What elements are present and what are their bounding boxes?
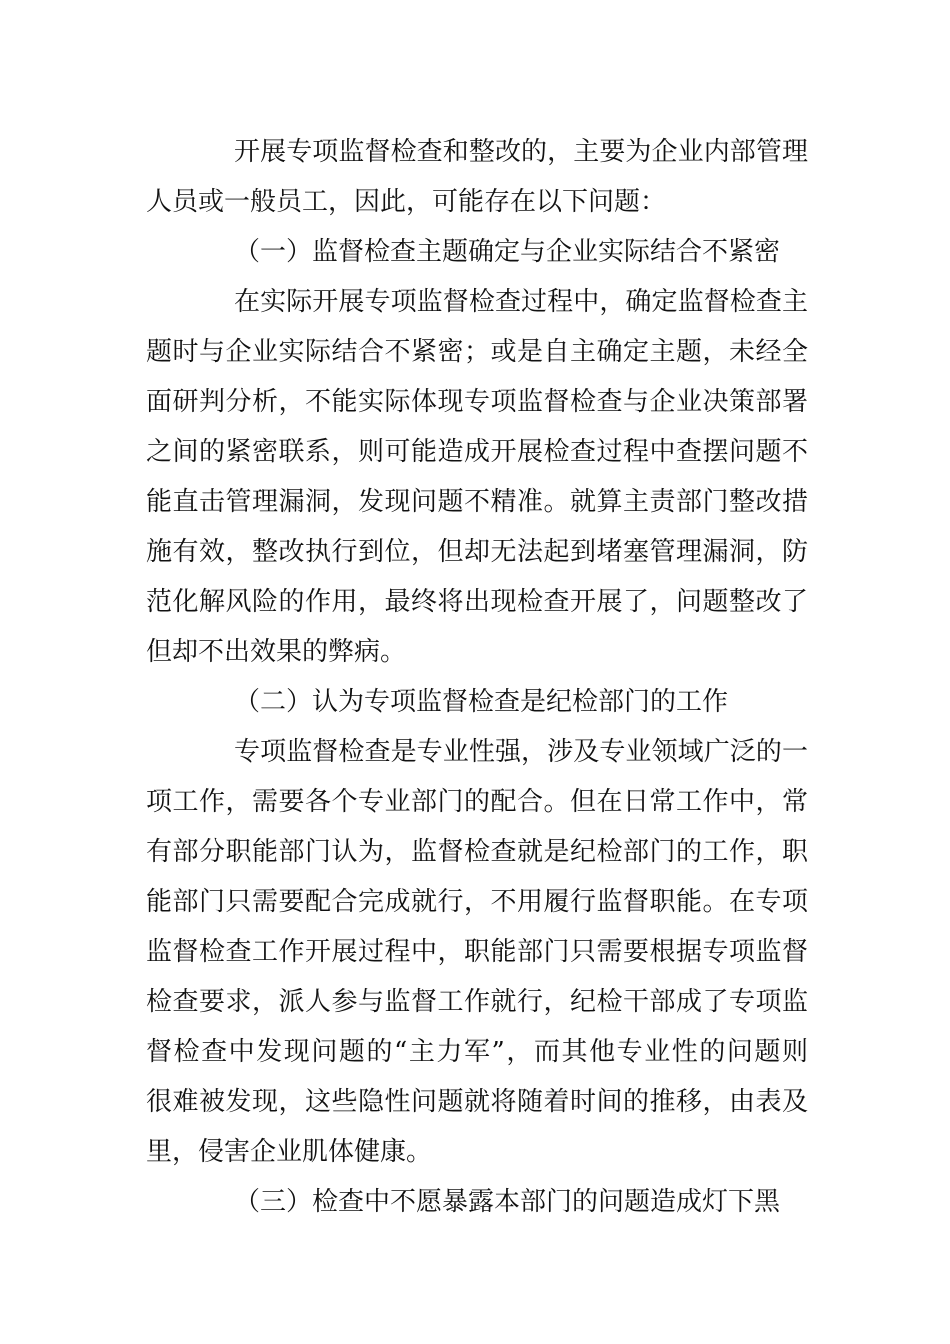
section-heading-3: （三）检查中不愿暴露本部门的问题造成灯下黑 — [234, 1187, 781, 1217]
section-heading-2: （二）认为专项监督检查是纪检部门的工作 — [234, 687, 729, 717]
paragraph-line: 项工作，需要各个专业部门的配合。但在日常工作中，常 — [146, 787, 808, 817]
paragraph-line: 很难被发现，这些隐性问题就将随着时间的推移，由表及 — [146, 1087, 808, 1117]
paragraph-line: 之间的紧密联系，则可能造成开展检查过程中查摆问题不 — [146, 437, 808, 467]
paragraph-line: 在实际开展专项监督检查过程中，确定监督检查主 — [234, 287, 808, 317]
section-heading-1: （一）监督检查主题确定与企业实际结合不紧密 — [234, 237, 781, 267]
paragraph-line: 人员或一般员工，因此，可能存在以下问题： — [146, 187, 667, 217]
paragraph-line: 能直击管理漏洞，发现问题不精准。就算主责部门整改措 — [146, 487, 808, 517]
paragraph-line: 范化解风险的作用，最终将出现检查开展了，问题整改了 — [146, 587, 808, 617]
paragraph-line: 检查要求，派人参与监督工作就行，纪检干部成了专项监 — [146, 987, 808, 1017]
paragraph-line: 开展专项监督检查和整改的，主要为企业内部管理 — [234, 137, 808, 167]
paragraph-line: 督检查中发现问题的“主力军”，而其他专业性的问题则 — [146, 1037, 808, 1067]
paragraph-line: 专项监督检查是专业性强，涉及专业领域广泛的一 — [234, 737, 808, 767]
paragraph-line: 里，侵害企业肌体健康。 — [146, 1137, 433, 1167]
document-page — [146, 127, 808, 1227]
paragraph-line: 监督检查工作开展过程中，职能部门只需要根据专项监督 — [146, 937, 808, 967]
paragraph-line: 题时与企业实际结合不紧密；或是自主确定主题，未经全 — [146, 337, 808, 367]
paragraph-line: 能部门只需要配合完成就行，不用履行监督职能。在专项 — [146, 887, 808, 917]
paragraph-line: 有部分职能部门认为，监督检查就是纪检部门的工作，职 — [146, 837, 808, 867]
paragraph-line: 施有效，整改执行到位，但却无法起到堵塞管理漏洞，防 — [146, 537, 808, 567]
paragraph-line: 但却不出效果的弊病。 — [146, 637, 407, 667]
paragraph-line: 面研判分析，不能实际体现专项监督检查与企业决策部署 — [146, 387, 808, 417]
